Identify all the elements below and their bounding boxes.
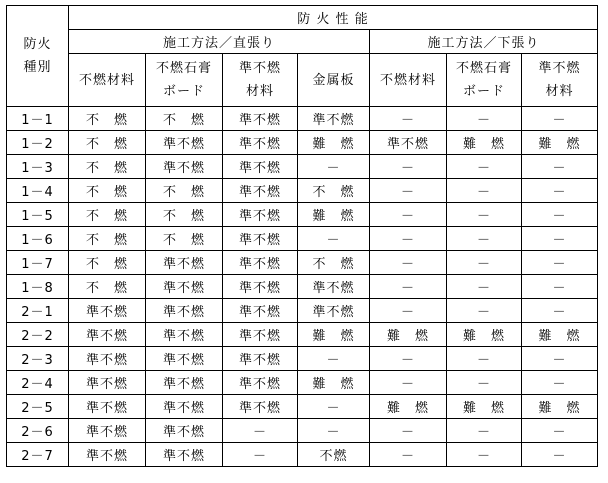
table-cell: 準不燃: [146, 323, 223, 347]
table-cell: 難 燃: [522, 131, 598, 155]
table-cell: 不 燃: [298, 251, 370, 275]
col-header-line2: ボード: [462, 84, 505, 99]
table-cell: －: [298, 155, 370, 179]
table-cell: 不 燃: [69, 203, 146, 227]
table-cell: －: [447, 251, 522, 275]
direct-method-header: 施工方法／直張り: [69, 30, 370, 54]
table-cell: 準不燃: [223, 299, 298, 323]
table-cell: －: [447, 347, 522, 371]
table-cell: 難 燃: [298, 323, 370, 347]
table-cell: －: [447, 155, 522, 179]
table-cell: －: [370, 299, 447, 323]
table-cell: －: [370, 179, 447, 203]
base-col-header: [522, 54, 598, 107]
table-cell: －: [370, 419, 447, 443]
table-cell: 不 燃: [146, 227, 223, 251]
table-row: [7, 395, 598, 419]
table-cell: 準不燃: [223, 395, 298, 419]
base-col-header: [447, 54, 522, 107]
table-cell: －: [223, 443, 298, 467]
direct-col-header: [69, 54, 146, 107]
table-row: [7, 203, 598, 227]
table-cell: －: [370, 275, 447, 299]
table-cell: 準不燃: [146, 443, 223, 467]
table-row: [7, 371, 598, 395]
table-cell: 準不燃: [223, 275, 298, 299]
table-cell: －: [447, 419, 522, 443]
category-id-cell: 2－5: [7, 395, 69, 419]
category-id-cell: 2－1: [7, 299, 69, 323]
table-cell: 難 燃: [447, 131, 522, 155]
table-row: [7, 155, 598, 179]
table-cell: －: [522, 203, 598, 227]
base-col-header: [370, 54, 447, 107]
category-id-cell: 1－6: [7, 227, 69, 251]
table-cell: 準不燃: [146, 419, 223, 443]
fire-performance-table: [6, 5, 598, 467]
table-cell: －: [447, 203, 522, 227]
table-cell: 不 燃: [69, 131, 146, 155]
table-cell: 準不燃: [69, 395, 146, 419]
category-id-cell: 2－2: [7, 323, 69, 347]
col-header-line1: 準不燃: [238, 61, 281, 76]
table-cell: 準不燃: [69, 443, 146, 467]
table-cell: 準不燃: [298, 275, 370, 299]
table-row: [7, 131, 598, 155]
table-cell: 準不燃: [69, 371, 146, 395]
table-cell: －: [522, 155, 598, 179]
category-id-cell: 1－4: [7, 179, 69, 203]
table-cell: －: [298, 347, 370, 371]
table-cell: 不 燃: [69, 179, 146, 203]
table-cell: 難 燃: [522, 395, 598, 419]
table-cell: 準不燃: [69, 323, 146, 347]
col-header-line2: 材料: [545, 84, 574, 99]
table-cell: －: [370, 251, 447, 275]
table-cell: －: [298, 227, 370, 251]
table-cell: 準不燃: [223, 107, 298, 131]
category-id-cell: 1－8: [7, 275, 69, 299]
table-cell: －: [370, 203, 447, 227]
table-row: [7, 227, 598, 251]
category-header-line2: 種別: [23, 60, 52, 75]
table-cell: －: [447, 443, 522, 467]
table-cell: －: [522, 419, 598, 443]
col-header-line2: ボード: [162, 84, 205, 99]
table-cell: 難 燃: [522, 323, 598, 347]
table-cell: 難 燃: [370, 323, 447, 347]
table-cell: －: [298, 395, 370, 419]
table-cell: －: [447, 179, 522, 203]
table-cell: －: [522, 227, 598, 251]
table-cell: 難 燃: [447, 395, 522, 419]
table-cell: 準不燃: [69, 347, 146, 371]
category-id-cell: 2－4: [7, 371, 69, 395]
table-cell: 不 燃: [69, 227, 146, 251]
table-cell: 難 燃: [298, 131, 370, 155]
table-row: [7, 347, 598, 371]
col-header-line1: 不燃石膏: [155, 61, 212, 76]
table-row: [7, 251, 598, 275]
table-cell: 準不燃: [298, 299, 370, 323]
category-id-cell: 1－7: [7, 251, 69, 275]
category-id-cell: 1－5: [7, 203, 69, 227]
table-cell: 不 燃: [146, 107, 223, 131]
table-cell: 準不燃: [223, 155, 298, 179]
table-cell: 準不燃: [223, 347, 298, 371]
table-row: [7, 419, 598, 443]
table-cell: 準不燃: [146, 275, 223, 299]
table-cell: 準不燃: [146, 347, 223, 371]
table-cell: 準不燃: [146, 251, 223, 275]
table-cell: 不 燃: [298, 179, 370, 203]
table-cell: －: [298, 419, 370, 443]
col-header-line1: 不燃材料: [379, 72, 436, 88]
table-cell: 準不燃: [298, 107, 370, 131]
table-cell: 準不燃: [146, 395, 223, 419]
table-row: [7, 323, 598, 347]
table-cell: －: [370, 155, 447, 179]
direct-col-header: [146, 54, 223, 107]
table-cell: －: [522, 299, 598, 323]
table-cell: －: [522, 371, 598, 395]
table-cell: 準不燃: [223, 203, 298, 227]
table-cell: 準不燃: [223, 371, 298, 395]
table-cell: 準不燃: [146, 371, 223, 395]
table-row: [7, 107, 598, 131]
col-header-line1: 不燃石膏: [455, 61, 512, 76]
category-id-cell: 1－3: [7, 155, 69, 179]
table-cell: 不 燃: [146, 203, 223, 227]
table-cell: －: [447, 107, 522, 131]
table-cell: 難 燃: [447, 323, 522, 347]
table-row: [7, 275, 598, 299]
direct-col-header: [223, 54, 298, 107]
col-header-line2: 材料: [245, 84, 274, 99]
table-cell: －: [447, 227, 522, 251]
table-cell: 難 燃: [298, 371, 370, 395]
table-cell: 難 燃: [370, 395, 447, 419]
table-cell: 準不燃: [223, 131, 298, 155]
table-cell: －: [370, 107, 447, 131]
table-cell: －: [370, 443, 447, 467]
table-cell: －: [522, 179, 598, 203]
table-cell: 不 燃: [69, 251, 146, 275]
table-cell: 準不燃: [146, 155, 223, 179]
table-cell: 不 燃: [69, 275, 146, 299]
table-row: [7, 179, 598, 203]
table-cell: －: [522, 107, 598, 131]
category-header-line1: 防火: [23, 37, 52, 52]
category-id-cell: 2－3: [7, 347, 69, 371]
category-header: [7, 6, 69, 107]
table-cell: 不燃: [298, 443, 370, 467]
table-cell: －: [522, 443, 598, 467]
table-cell: 準不燃: [223, 227, 298, 251]
base-method-header: 施工方法／下張り: [370, 30, 598, 54]
table-row: [7, 443, 598, 467]
category-id-cell: 1－1: [7, 107, 69, 131]
category-id-cell: 2－7: [7, 443, 69, 467]
table-cell: 準不燃: [146, 299, 223, 323]
table-cell: －: [370, 347, 447, 371]
table-cell: －: [447, 299, 522, 323]
table-cell: 準不燃: [146, 131, 223, 155]
table-cell: －: [447, 371, 522, 395]
table-cell: 準不燃: [223, 323, 298, 347]
table-cell: 不 燃: [69, 155, 146, 179]
table-cell: 不 燃: [146, 179, 223, 203]
table-cell: －: [447, 275, 522, 299]
col-header-line1: 金属板: [312, 72, 355, 88]
table-cell: －: [370, 371, 447, 395]
col-header-line1: 準不燃: [538, 61, 581, 76]
category-id-cell: 2－6: [7, 419, 69, 443]
table-cell: －: [522, 275, 598, 299]
table-cell: 準不燃: [223, 179, 298, 203]
table-cell: －: [522, 347, 598, 371]
table-cell: 準不燃: [69, 299, 146, 323]
table-cell: －: [370, 227, 447, 251]
category-id-cell: 1－2: [7, 131, 69, 155]
table-cell: －: [223, 419, 298, 443]
table-cell: 難 燃: [298, 203, 370, 227]
performance-header: 防 火 性 能: [69, 6, 598, 30]
table-cell: 準不燃: [370, 131, 447, 155]
col-header-line1: 不燃材料: [78, 72, 135, 88]
table-row: [7, 299, 598, 323]
table-cell: －: [522, 251, 598, 275]
table-cell: 不 燃: [69, 107, 146, 131]
table-cell: 準不燃: [69, 419, 146, 443]
table-cell: 準不燃: [223, 251, 298, 275]
direct-col-header: [298, 54, 370, 107]
